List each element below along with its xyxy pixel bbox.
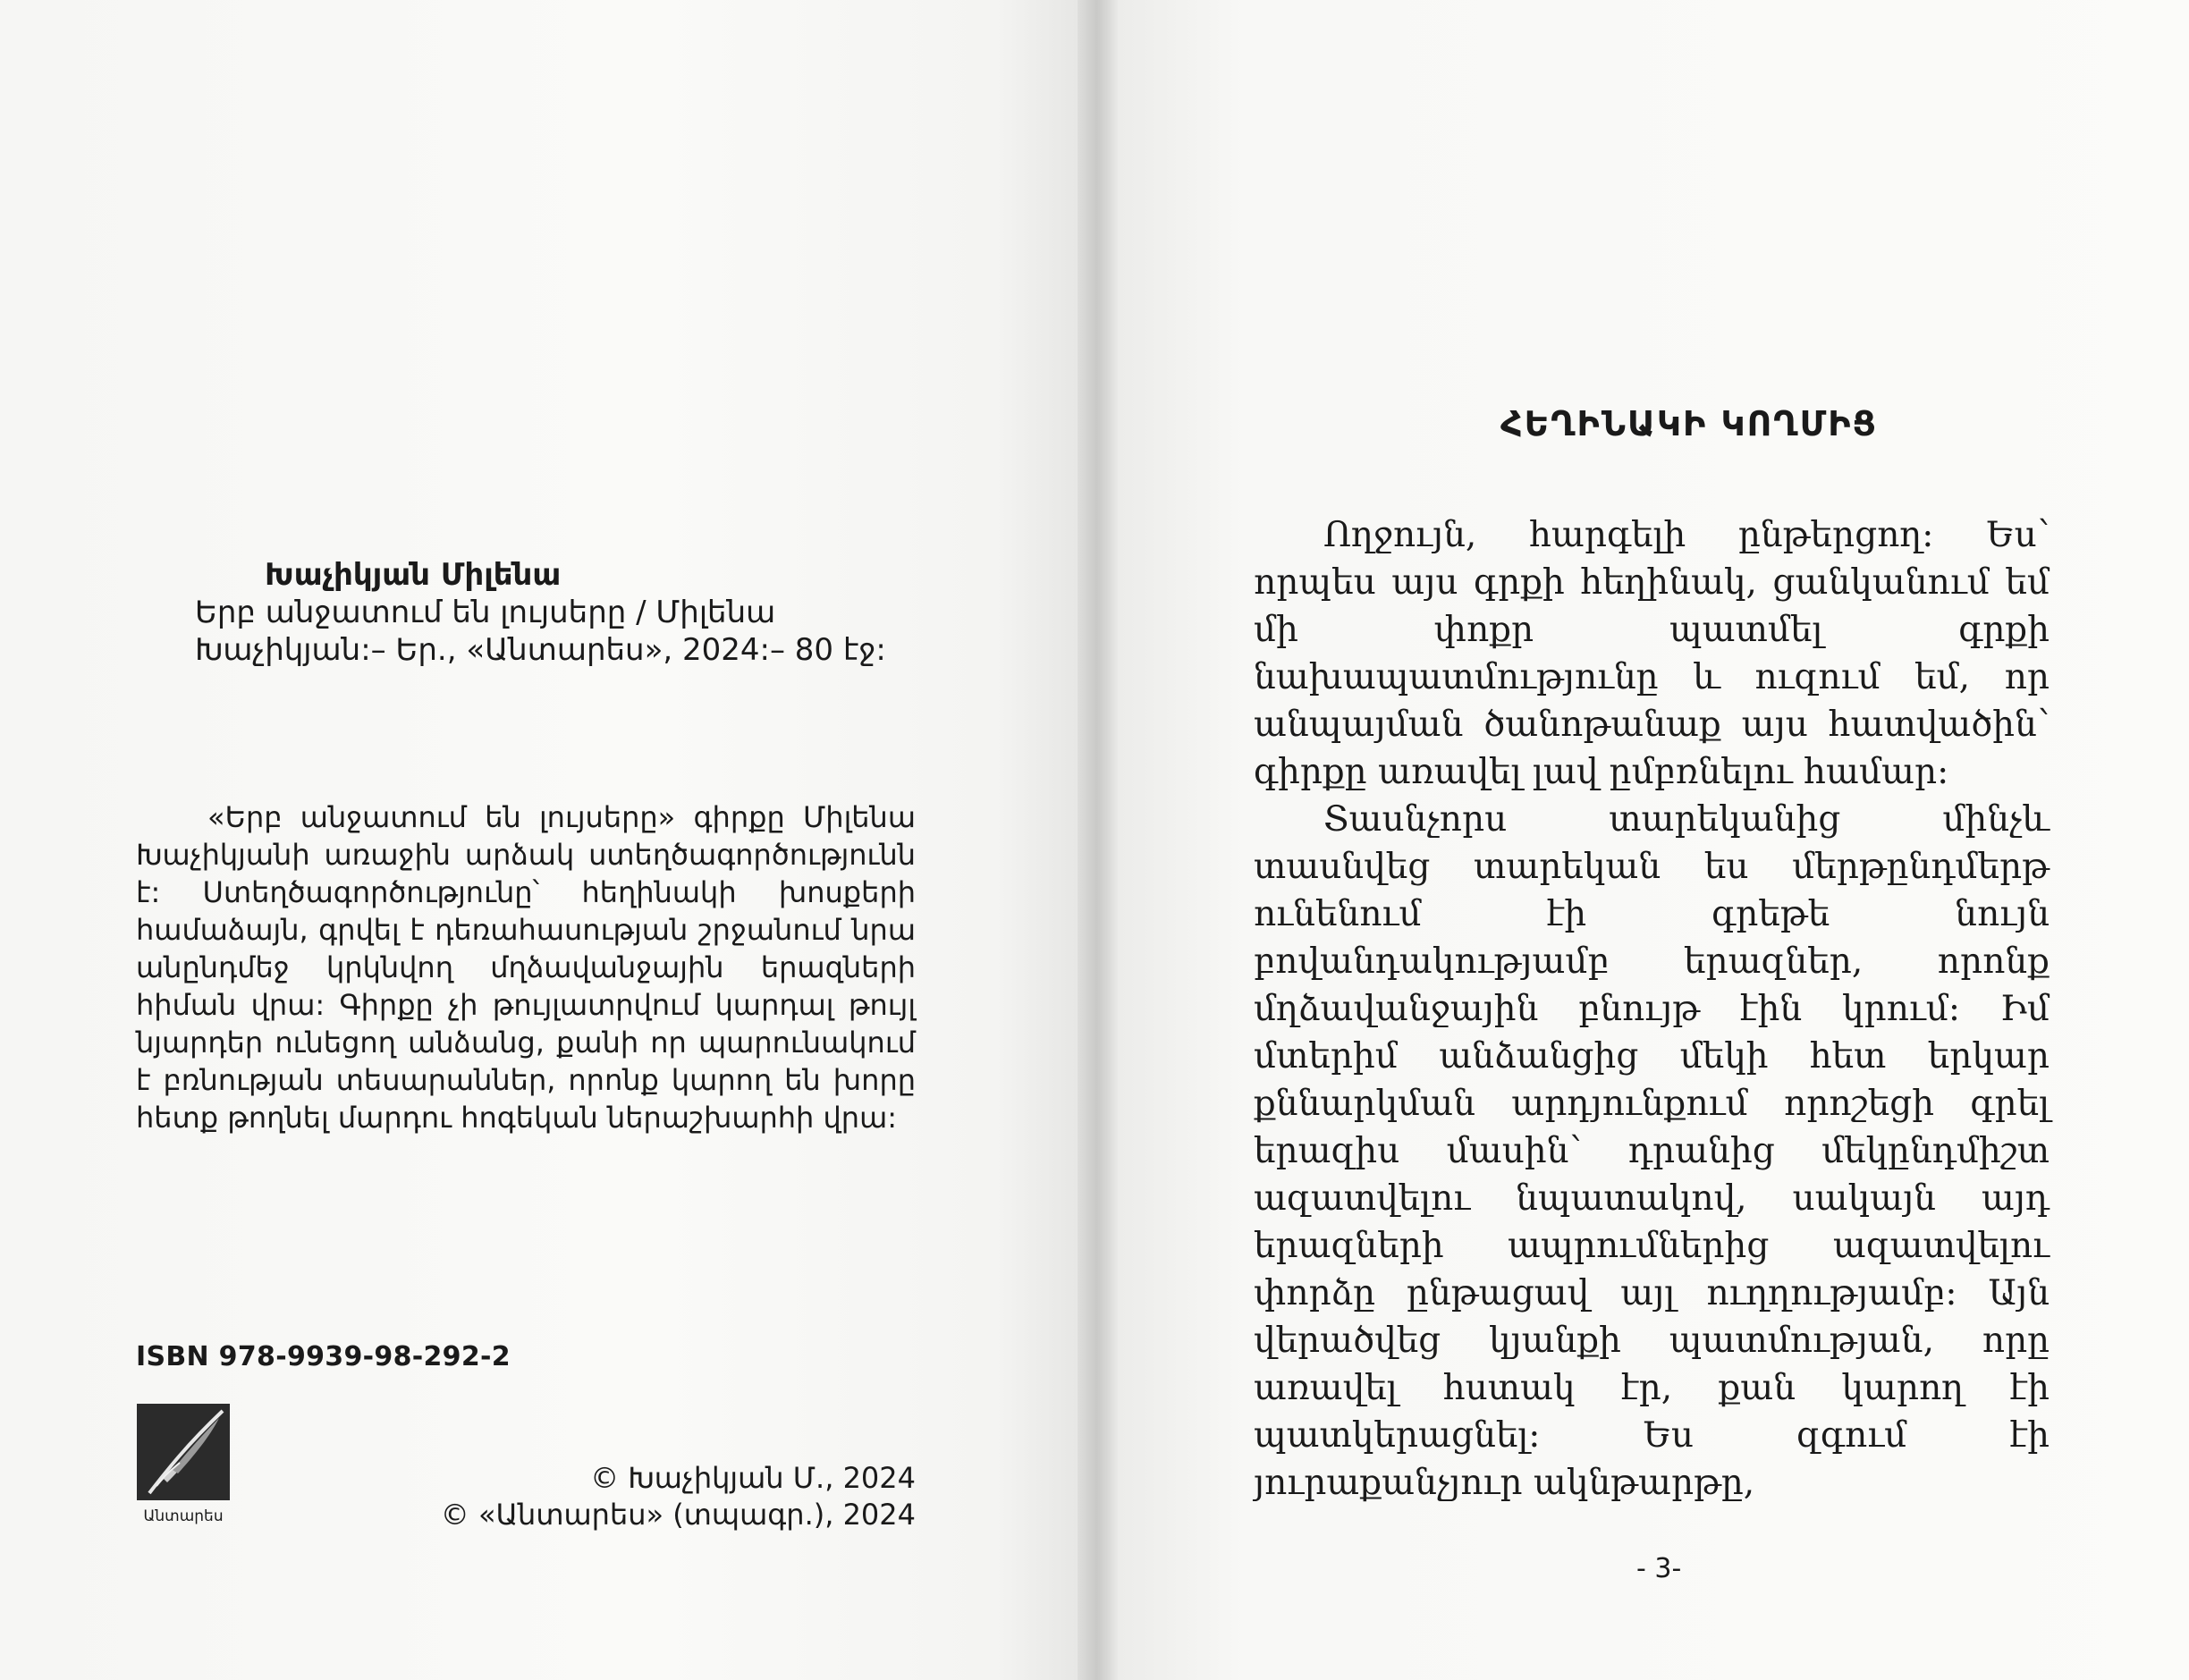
publisher-logo-caption: Անտարես xyxy=(143,1507,224,1525)
paragraph: Տասնչորս տարեկանից մինչև տասնվեց տարեկան ես մերթընդմերթ ունենում էի գրեթե նույն բովանդակությամբ երազներ, որոնք մղձավանջային բնույթ էին կրում: Իմ մտերիմ անձանցից մեկի հետ երկար քննարկման արդյունքում որոշեցի գրել երազիս մասին՝ դրանից մեկընդմիշտ ազատվելու նպատակով, սակայն այդ երազների ապրումներից ազատվելու փորձը ընթացավ այլ ուղղությամբ: Այն վերածվեց կյանքի պատմության, որը առավել հստակ էր, քան կարող էի պատկերացնել: Ես զգում էի յուրաքանչյուր ակնթարթը, xyxy=(1254,799,2050,1503)
book-annotation: «Երբ անջատում են լույսերը» գիրքը Միլենա Խաչիկյանի առաջին արձակ ստեղծագործությունն է: Ստեղծագործությունը՝ հեղինակի խոսքերի համաձայն, գրվել է դեռահասության շրջանում նրա անընդմեջ կրկնվող մղձավանջային երազների հիման վրա: Գիրքը չի թույլատրվում կարդալ թույլ նյարդեր ունեցող անձանց, քանի որ պարունակում է բռնության տեսարաններ, որոնք կարող են խորը հետք թողնել մարդու հոգեկան ներաշխարհի վրա: xyxy=(136,800,916,1135)
copyright-block xyxy=(441,1460,916,1533)
catalog-author: Խաչիկյան Միլենա xyxy=(265,557,562,593)
catalog-title-line: Երբ անջատում են լույսերը / Միլենա xyxy=(195,595,776,630)
catalog-entry xyxy=(195,556,910,669)
right-page xyxy=(1118,0,2189,1680)
copyright-author: © Խաչիկյան Մ., 2024 xyxy=(590,1461,916,1495)
paragraph: Ողջույն, հարգելի ընթերցող: Ես՝ որպես այս գրքի հեղինակ, ցանկանում եմ մի փոքր պատմել գրքի նախապատմությունը և ուզում եմ, որ անպայման ծանոթանաք այս հատվածին՝ գիրքը առավել լավ ըմբռնելու համար: xyxy=(1254,515,2050,792)
book-gutter xyxy=(1078,0,1120,1680)
left-page xyxy=(0,0,1082,1680)
page-number: - 3- xyxy=(1636,1553,1682,1584)
feather-logo-icon xyxy=(137,1404,230,1500)
body-text xyxy=(1254,511,2050,1507)
isbn: ISBN 978-9939-98-292-2 xyxy=(136,1341,511,1372)
chapter-title: ՀԵՂԻՆԱԿԻ ԿՈՂՄԻՑ xyxy=(1500,404,1879,443)
publisher-logo xyxy=(134,1404,232,1525)
copyright-publisher: © «Անտարես» (տպագր.), 2024 xyxy=(440,1498,916,1532)
catalog-publisher-line: Խաչիկյան:– Եր., «Անտարես», 2024:– 80 էջ: xyxy=(195,632,886,668)
